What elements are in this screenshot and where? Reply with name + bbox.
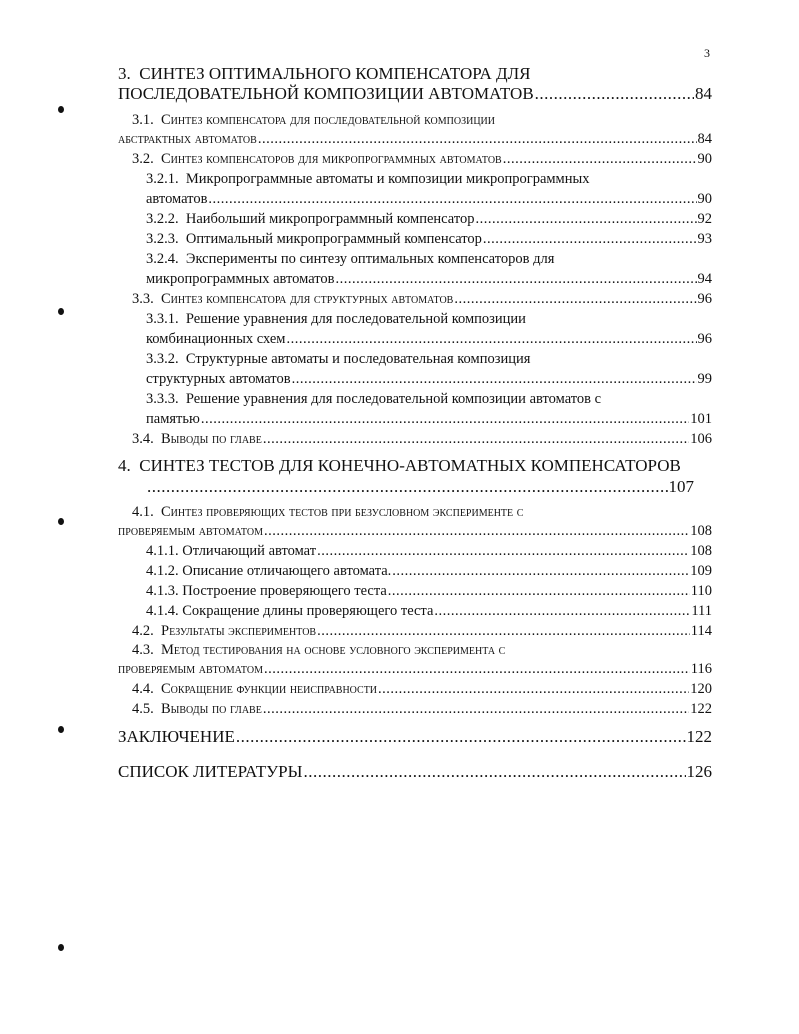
toc-number: 4.1.2. <box>146 563 179 579</box>
toc-leader <box>258 131 697 148</box>
toc-leader <box>292 371 697 388</box>
toc-title: Выводы по главе <box>161 701 262 717</box>
toc-page: 109 <box>690 563 712 579</box>
toc-page: 110 <box>690 583 712 599</box>
toc-title: Сокращение функции неисправности <box>161 681 378 697</box>
toc-number: 3.3. <box>132 291 154 307</box>
toc-leader <box>303 762 685 782</box>
toc-title: Синтез компенсаторов для микропрограммных автоматов <box>161 151 502 167</box>
toc-page: 90 <box>697 191 712 207</box>
toc-title: Описание отличающего автомата. <box>182 563 392 579</box>
toc-leader <box>503 151 697 168</box>
toc-title: ЗАКЛЮЧЕНИЕ <box>118 727 235 746</box>
toc-number: 3.3.2. <box>146 351 179 367</box>
binding-hole-mark <box>58 944 64 951</box>
toc-leader <box>475 211 696 228</box>
toc-leader <box>378 681 689 698</box>
toc-leader <box>263 431 689 448</box>
toc-title: автоматов <box>146 191 208 207</box>
toc-page: 122 <box>686 727 712 746</box>
toc-title: СИНТЕЗ ОПТИМАЛЬНОГО КОМПЕНСАТОРА ДЛЯ <box>139 64 531 83</box>
toc-number: 4.5. <box>132 701 154 717</box>
toc-leader <box>236 727 686 747</box>
toc-title: Построение проверяющего теста <box>182 583 387 599</box>
toc-title: Решение уравнения для последовательной композиции <box>185 311 526 327</box>
toc-number: 4.1. <box>132 504 154 520</box>
toc-page: 107 <box>668 477 694 496</box>
toc-page: 84 <box>697 131 712 147</box>
toc-title: Синтез компенсатора для структурных автоматов <box>161 291 454 307</box>
toc-page: 114 <box>690 623 712 639</box>
toc-title: Микропрограммные автоматы и композиции микропрограммных <box>185 171 590 187</box>
toc-title: проверяемым автоматом <box>118 661 264 677</box>
toc-number: 4. <box>118 456 131 475</box>
toc-leader <box>317 543 689 560</box>
toc-title: комбинационных схем <box>146 331 286 347</box>
toc-title: абстрактных автоматов <box>118 131 257 147</box>
toc-title: Синтез проверяющих тестов при безусловном эксперименте с <box>161 504 524 520</box>
toc-number: 4.3. <box>132 642 154 658</box>
toc-page: 84 <box>695 84 712 103</box>
toc-page: 96 <box>697 331 712 347</box>
toc-title: Отличающий автомат <box>182 543 317 559</box>
toc-title: Результаты экспериментов <box>161 623 317 639</box>
toc-number: 4.4. <box>132 681 154 697</box>
binding-hole-mark <box>58 308 64 315</box>
toc-page: 116 <box>690 661 712 677</box>
toc-title: Наибольший микропрограммный компенсатор <box>185 211 475 227</box>
toc-leader <box>264 661 690 678</box>
toc-title: Решение уравнения для последовательной композиции автоматов с <box>185 391 602 407</box>
toc-title: Сокращение длины проверяющего теста <box>182 603 434 619</box>
toc-page: 93 <box>697 231 712 247</box>
toc-leader <box>286 331 696 348</box>
toc-number: 3.3.1. <box>146 311 179 327</box>
toc-number: 4.1.3. <box>146 583 179 599</box>
toc-page: 101 <box>690 411 712 427</box>
toc-title: СПИСОК ЛИТЕРАТУРЫ <box>118 762 303 781</box>
toc-title: Метод тестирования на основе условного эксперимента с <box>161 642 506 658</box>
toc-number: 3. <box>118 64 131 83</box>
toc-page: 96 <box>697 291 712 307</box>
toc-page: 126 <box>686 762 712 781</box>
toc-leader <box>392 563 689 580</box>
toc-leader <box>454 291 696 308</box>
toc-title: проверяемым автоматом <box>118 523 264 539</box>
toc-page: 108 <box>690 543 712 559</box>
toc-page: 108 <box>690 523 712 539</box>
toc-page: 122 <box>690 701 712 717</box>
toc-number: 4.1.1. <box>146 543 179 559</box>
toc-number: 3.4. <box>132 431 154 447</box>
toc-page: 120 <box>690 681 712 697</box>
toc-title: Эксперименты по синтезу оптимальных компенсаторов для <box>185 251 555 267</box>
toc-title: структурных автоматов <box>146 371 291 387</box>
toc-leader <box>201 411 689 428</box>
toc-number: 4.1.4. <box>146 603 179 619</box>
toc-title: Синтез компенсатора для последовательной композиции <box>161 112 495 128</box>
toc-title: СИНТЕЗ ТЕСТОВ ДЛЯ КОНЕЧНО-АВТОМАТНЫХ КОМПЕНСАТОРОВ <box>139 456 681 475</box>
toc-page: 106 <box>690 431 712 447</box>
toc-number: 3.2.1. <box>146 171 179 187</box>
toc-number: 3.3.3. <box>146 391 179 407</box>
toc-page: 94 <box>697 271 712 287</box>
toc-number: 3.2.3. <box>146 231 179 247</box>
toc-leader <box>317 623 690 640</box>
toc-page: 92 <box>697 211 712 227</box>
toc-page: 99 <box>697 371 712 387</box>
toc-number: 3.2. <box>132 151 154 167</box>
toc-number: 3.2.2. <box>146 211 179 227</box>
toc-leader <box>208 191 696 208</box>
toc-leader <box>388 583 690 600</box>
toc-number: 4.2. <box>132 623 154 639</box>
binding-hole-mark <box>58 518 64 525</box>
toc-leader <box>434 603 690 620</box>
toc-title: памятью <box>146 411 200 427</box>
toc-leader <box>483 231 697 248</box>
toc-title: ПОСЛЕДОВАТЕЛЬНОЙ КОМПОЗИЦИИ АВТОМАТОВ <box>118 84 534 103</box>
toc-number: 3.2.4. <box>146 251 179 267</box>
toc-page: 90 <box>697 151 712 167</box>
toc-title: Структурные автоматы и последовательная композиция <box>185 351 531 367</box>
toc-leader <box>147 477 668 497</box>
toc-title: Выводы по главе <box>161 431 262 447</box>
binding-hole-mark <box>58 106 64 113</box>
toc-title: микропрограммных автоматов <box>146 271 335 287</box>
toc-leader <box>264 523 689 540</box>
toc-title: Оптимальный микропрограммный компенсатор <box>185 231 482 247</box>
toc-leader <box>535 84 694 104</box>
toc-leader <box>336 271 697 288</box>
toc-page: 111 <box>691 603 712 619</box>
toc-leader <box>263 701 689 718</box>
toc-number: 3.1. <box>132 112 154 128</box>
page-number: 3 <box>704 46 710 60</box>
binding-hole-mark <box>58 726 64 733</box>
